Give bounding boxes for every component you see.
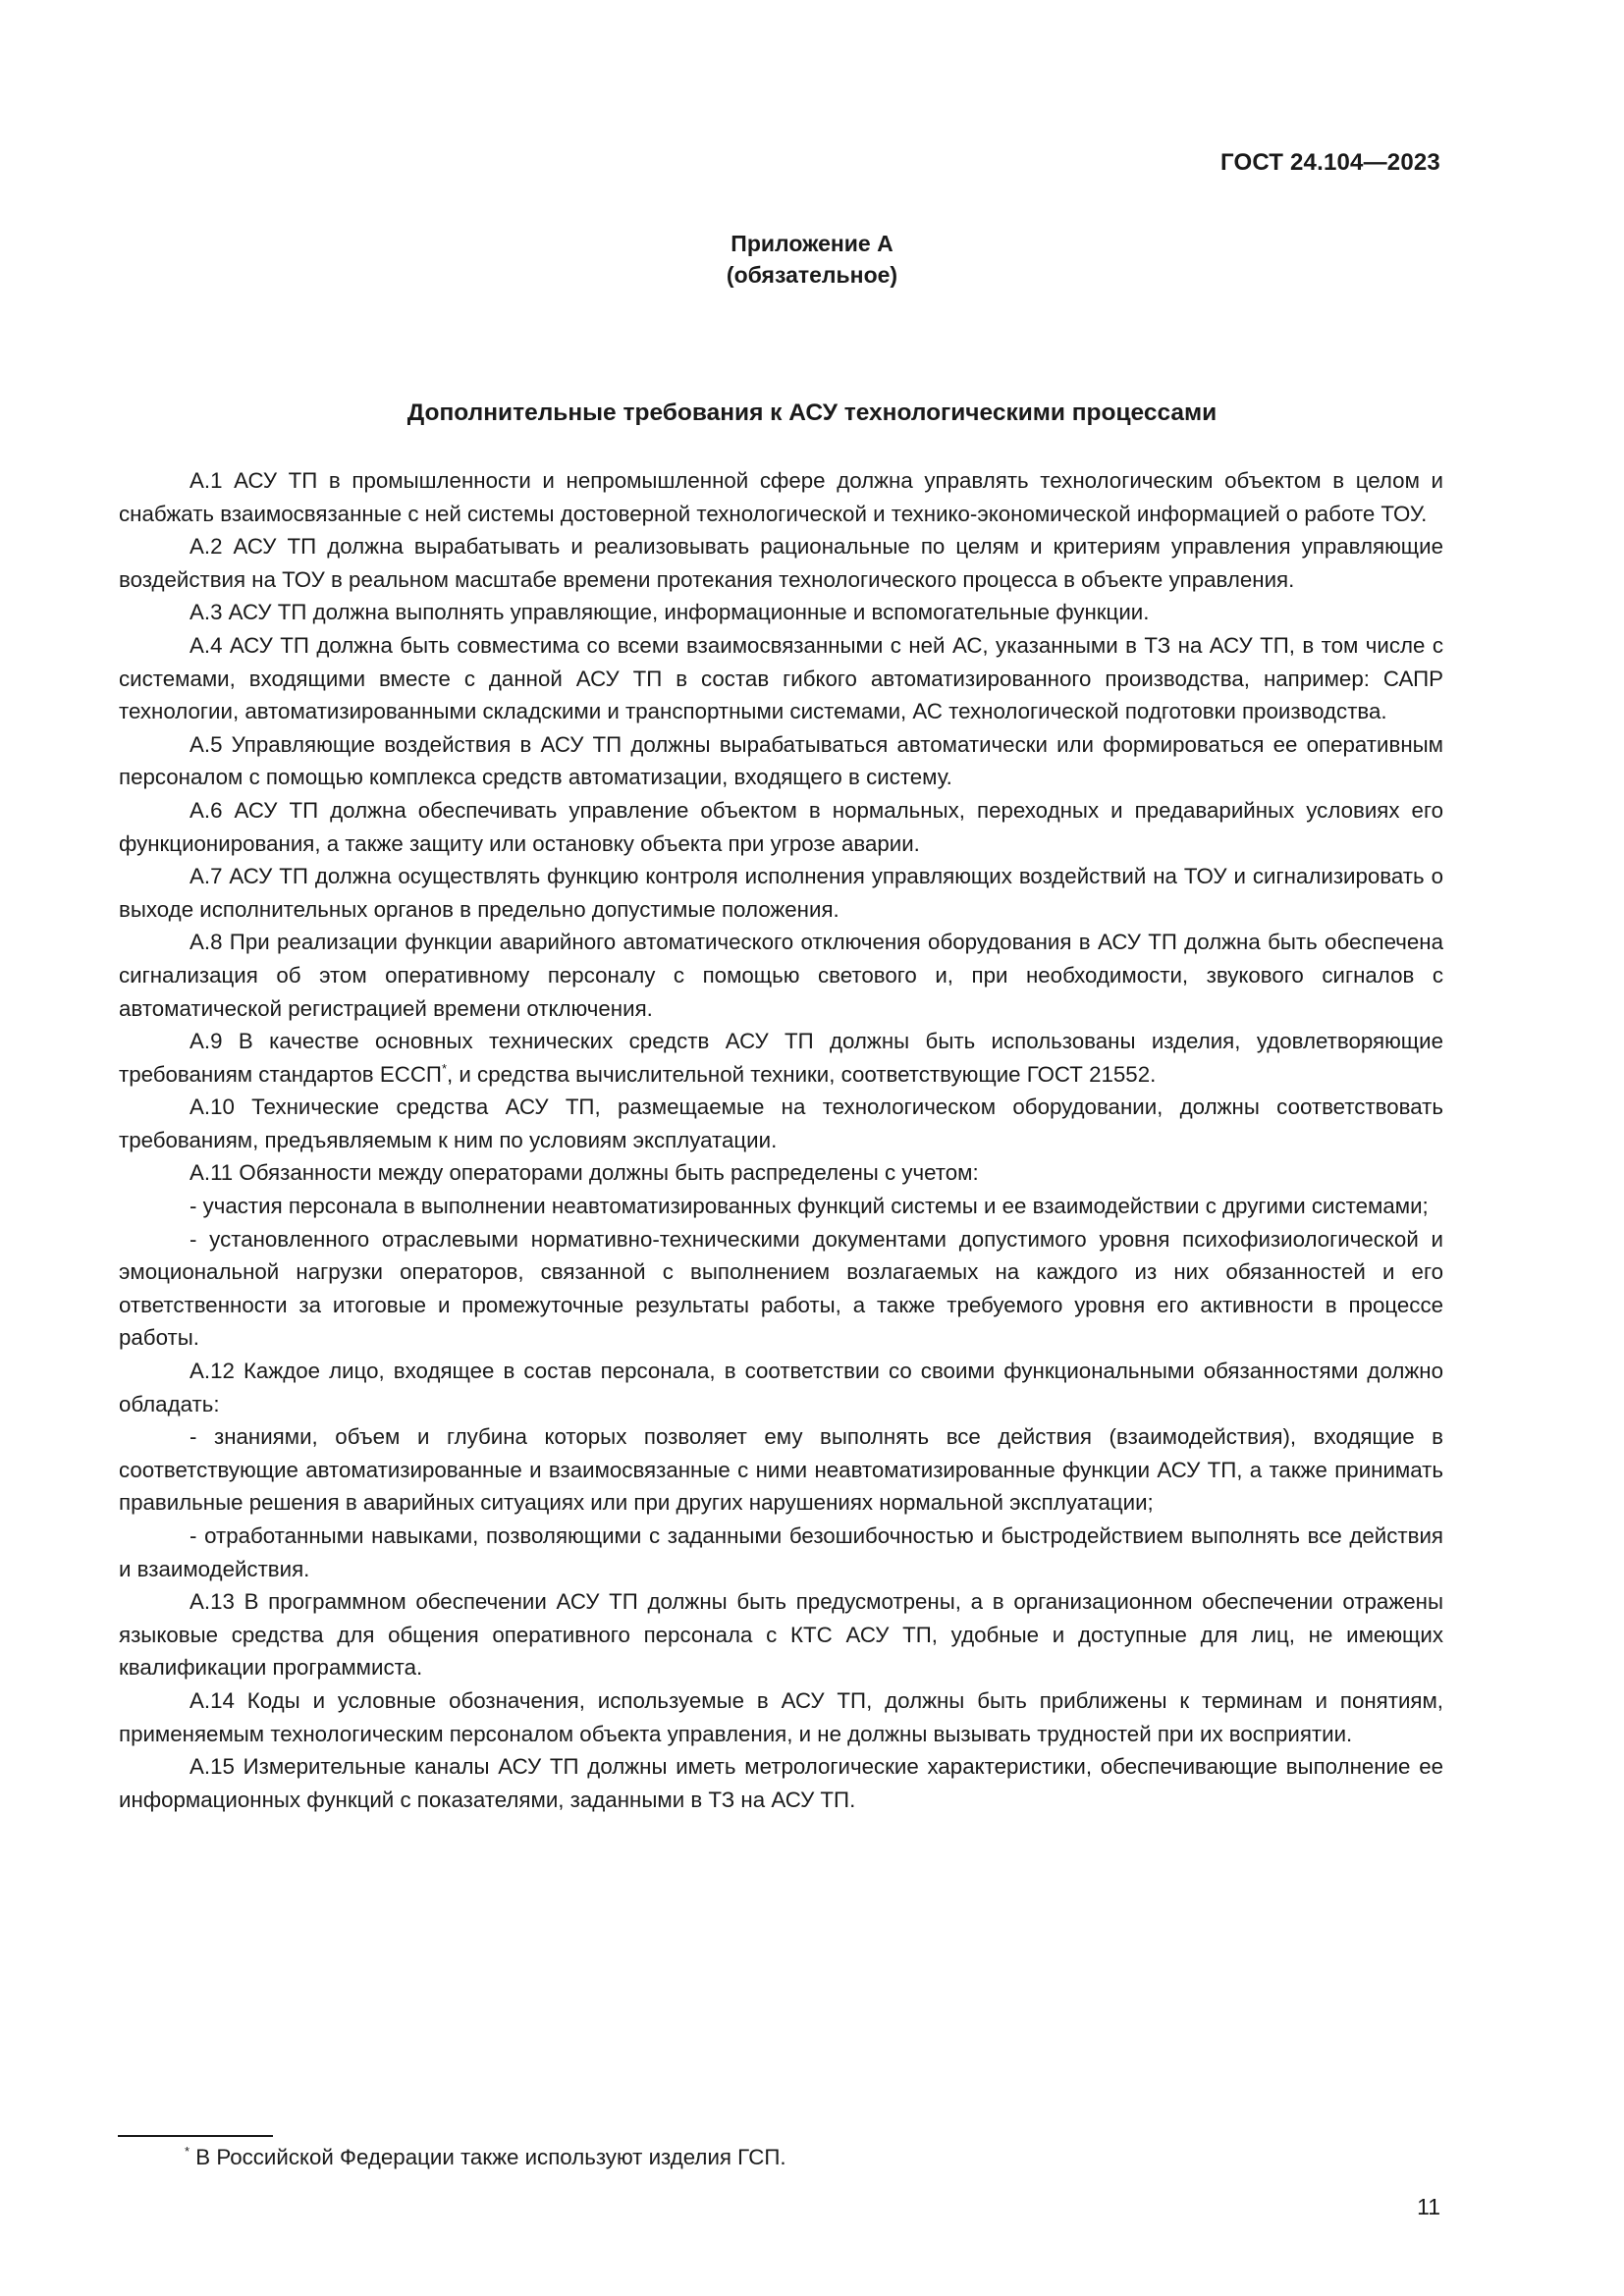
paragraph-a1: А.1 АСУ ТП в промышленности и непромышленной сфере должна управлять технологическим объектом в целом и снабжать взаимосвязанные с ней системы достоверной технологической и технико-экономической информацией о работе ТОУ. bbox=[119, 468, 1443, 526]
list-item: - знаниями, объем и глубина которых позволяет ему выполнять все действия (взаимодействия), входящие в соответствующие автоматизированные и взаимосвязанные с ними неавтоматизированные функции АСУ ТП, а также принимать правильные решения в аварийных ситуациях или при других нарушениях нормальной эксплуатации; bbox=[119, 1424, 1443, 1516]
paragraph-a2: А.2 АСУ ТП должна вырабатывать и реализовывать рациональные по целям и критериям управления управляющие воздействия на ТОУ в реальном масштабе времени протекания технологического процесса в объекте управления. bbox=[119, 534, 1443, 592]
paragraph-a11: А.11 Обязанности между операторами должны быть распределены с учетом: bbox=[189, 1160, 979, 1186]
paragraph-a15: А.15 Измерительные каналы АСУ ТП должны иметь метрологические характеристики, обеспечивающие выполнение ее информационных функций с показателями, заданными в ТЗ на АСУ ТП. bbox=[119, 1754, 1443, 1812]
paragraph-a9 bbox=[119, 1025, 1443, 1091]
page-number: 11 bbox=[1417, 2194, 1440, 2219]
footnote-mark: * bbox=[185, 2144, 190, 2159]
footnote-reference[interactable]: * bbox=[441, 1060, 448, 1076]
section-title: Дополнительные требования к АСУ технологическими процессами bbox=[406, 400, 1218, 426]
footnote bbox=[185, 2145, 786, 2170]
paragraph-a7: А.7 АСУ ТП должна осуществлять функцию контроля исполнения управляющих воздействий на ТОУ и сигнализировать о выходе исполнительных органов в предельно допустимые положения. bbox=[119, 864, 1443, 922]
appendix-status: (обязательное) bbox=[726, 262, 898, 288]
paragraph-a3: А.3 АСУ ТП должна выполнять управляющие, информационные и вспомогательные функции. bbox=[189, 600, 1150, 625]
paragraph-a9-text: А.9 В качестве основных технических средств АСУ ТП должны быть использованы изделия, удовлетворяющие требованиям стандартов ЕССП bbox=[119, 1029, 1443, 1087]
appendix-label: Приложение А bbox=[731, 231, 893, 256]
body-text bbox=[119, 464, 1443, 1816]
paragraph-a13: А.13 В программном обеспечении АСУ ТП должны быть предусмотрены, а в организационном обеспечении отражены языковые средства для общения оперативного персонала с КТС АСУ ТП, удобные и доступные для лиц, не имеющих квалификации программиста. bbox=[119, 1589, 1443, 1681]
footnote-text: В Российской Федерации также используют изделия ГСП. bbox=[189, 2145, 786, 2169]
paragraph-a14: А.14 Коды и условные обозначения, используемые в АСУ ТП, должны быть приближены к терминам и понятиям, применяемым технологическим персоналом объекта управления, и не должны вызывать трудностей при их восприятии. bbox=[119, 1687, 1443, 1746]
paragraph-a5: А.5 Управляющие воздействия в АСУ ТП должны вырабатываться автоматически или формироваться ее оперативным персоналом с помощью комплекса средств автоматизации, входящего в систему. bbox=[119, 731, 1443, 790]
list-item: - установленного отраслевыми нормативно-техническими документами допустимого уровня психофизиологической и эмоциональной нагрузки операторов, связанной с выполнением возлагаемых на каждого из них обязанностей и его ответственности за итоговые и промежуточные результаты работы, а также требуемого уровня его активности в процессе работы. bbox=[119, 1226, 1443, 1351]
paragraph-a10: А.10 Технические средства АСУ ТП, размещаемые на технологическом оборудовании, должны соответствовать требованиям, предъявляемым к ним по условиям эксплуатации. bbox=[119, 1095, 1443, 1152]
appendix-heading bbox=[0, 228, 1624, 291]
list-item: - участия персонала в выполнении неавтоматизированных функций системы и ее взаимодействии с другими системами; bbox=[189, 1194, 1429, 1219]
footnote-divider bbox=[118, 2135, 273, 2137]
paragraph-a9-text-end: , и средства вычислительной техники, соответствующие ГОСТ 21552. bbox=[447, 1061, 1157, 1087]
paragraph-a6: А.6 АСУ ТП должна обеспечивать управление объектом в нормальных, переходных и предаварийных условиях его функционирования, а также защиту или остановку объекта при угрозе аварии. bbox=[119, 797, 1443, 856]
paragraph-a12: А.12 Каждое лицо, входящее в состав персонала, в соответствии со своими функциональными обязанностями должно обладать: bbox=[119, 1359, 1443, 1416]
list-item: - отработанными навыками, позволяющими с заданными безошибочностью и быстродействием выполнять все действия и взаимодействия. bbox=[119, 1523, 1443, 1581]
document-code: ГОСТ 24.104—2023 bbox=[1219, 149, 1440, 176]
paragraph-a8: А.8 При реализации функции аварийного автоматического отключения оборудования в АСУ ТП должна быть обеспечена сигнализация об этом оперативному персоналу с помощью светового и, при необходимости, звукового сигналов с автоматической регистрацией времени отключения. bbox=[119, 930, 1443, 1021]
paragraph-a4: А.4 АСУ ТП должна быть совместима со всеми взаимосвязанными с ней АС, указанными в ТЗ на АСУ ТП, в том числе с системами, входящими вместе с данной АСУ ТП в состав гибкого автоматизированного производства, например: САПР технологии, автоматизированными складскими и транспортными системами, АС технологической подготовки производства. bbox=[119, 632, 1443, 724]
